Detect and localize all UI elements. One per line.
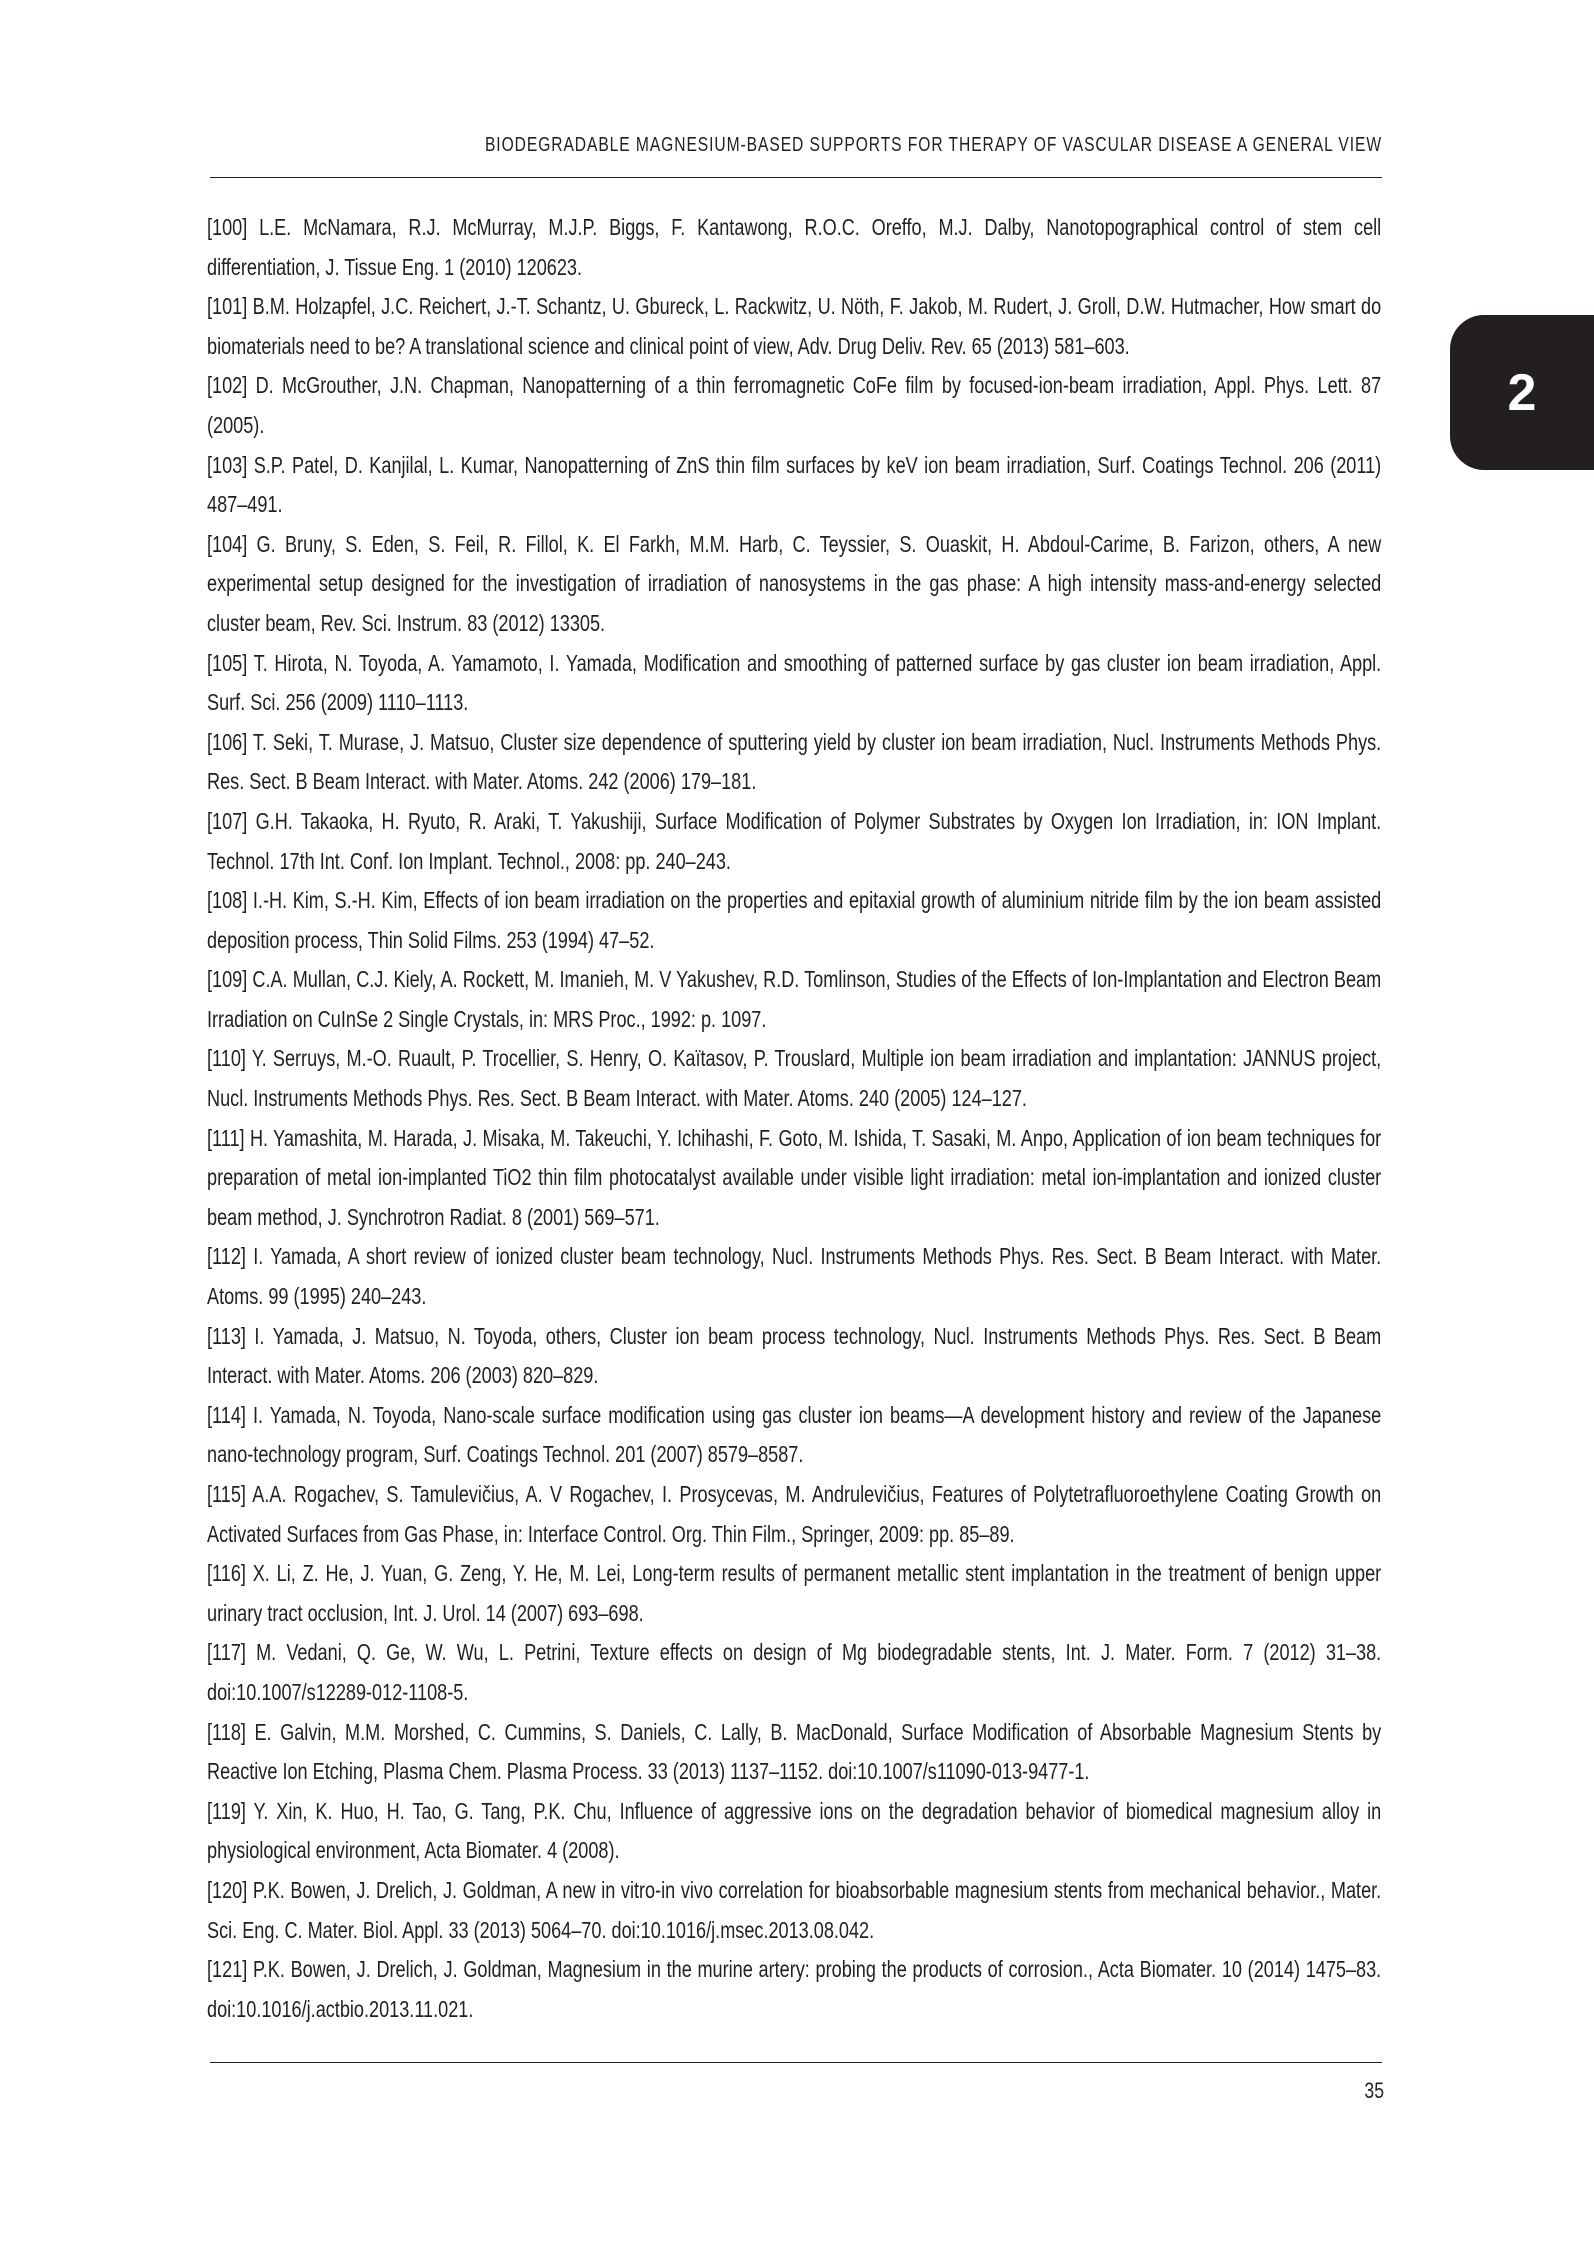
reference-entry: [118] E. Galvin, M.M. Morshed, C. Cummins, S. Daniels, C. Lally, B. MacDonald, Surface Modification of Absorbable Magnesium Stents by Reactive Ion Etching, Plasma Chem. Plasma Process. 33 (2013) 1137–1152. doi:10.1007/s11090-013-9477-1. [207,1718,1382,1785]
reference-entry: [115] A.A. Rogachev, S. Tamulevičius, A. V Rogachev, I. Prosycevas, M. Andrulevičius, Features of Polytetrafluoroethylene Coating Growth on Activated Surfaces from Gas Phase, in: Interface Control. Org. Thin Film., Springer, 2009: pp. 85–89. [207,1481,1382,1547]
reference-entry: [106] T. Seki, T. Murase, J. Matsuo, Cluster size dependence of sputtering yield by cluster ion beam irradiation, Nucl. Instruments Methods Phys. Res. Sect. B Beam Interact. with Mater. Atoms. 242 (2006) 179–181. [207,728,1382,795]
reference-entry: [102] D. McGrouther, J.N. Chapman, Nanopatterning of a thin ferromagnetic CoFe film by focused-ion-beam irradiation, Appl. Phys. Lett. 87 (2005). [207,372,1382,438]
reference-entry: [108] I.-H. Kim, S.-H. Kim, Effects of ion beam irradiation on the properties and epitaxial growth of aluminium nitride film by the ion beam assisted deposition process, Thin Solid Films. 253 (1994) 47–52. [207,887,1382,953]
reference-entry: [109] C.A. Mullan, C.J. Kiely, A. Rockett, M. Imanieh, M. V Yakushev, R.D. Tomlinson, Studies of the Effects of Ion-Implantation and Electron Beam Irradiation on CuInSe 2 Single Crystals, in: MRS Proc., 1992: p. 1097. [207,966,1382,1032]
chapter-tab [1450,315,1594,470]
reference-entry: [107] G.H. Takaoka, H. Ryuto, R. Araki, T. Yakushiji, Surface Modification of Polymer Substrates by Oxygen Ion Irradiation, in: ION Implant. Technol. 17th Int. Conf. Ion Implant. Technol., 2008: pp. 240–243. [207,807,1382,874]
page-number: 35 [1364,2078,1384,2103]
reference-entry: [103] S.P. Patel, D. Kanjilal, L. Kumar, Nanopatterning of ZnS thin film surfaces by keV ion beam irradiation, Surf. Coatings Technol. 206 (2011) 487–491. [207,451,1382,518]
running-header: BIODEGRADABLE MAGNESIUM-BASED SUPPORTS FOR THERAPY OF VASCULAR DISEASE A GENERAL VIEW [484,134,1382,156]
reference-entry: [121] P.K. Bowen, J. Drelich, J. Goldman, Magnesium in the murine artery: probing the products of corrosion., Acta Biomater. 10 (2014) 1475–83. doi:10.1016/j.actbio.2013.11.021. [207,1956,1382,2022]
reference-entry: [114] I. Yamada, N. Toyoda, Nano-scale surface modification using gas cluster ion beams—A development history and review of the Japanese nano-technology program, Surf. Coatings Technol. 201 (2007) 8579–8587. [207,1401,1382,1468]
reference-entry: [100] L.E. McNamara, R.J. McMurray, M.J.P. Biggs, F. Kantawong, R.O.C. Oreffo, M.J. Dalby, Nanotopographical control of stem cell differentiation, J. Tissue Eng. 1 (2010) 120623. [207,214,1382,280]
chapter-number: 2 [1507,363,1537,422]
reference-entry: [116] X. Li, Z. He, J. Yuan, G. Zeng, Y. He, M. Lei, Long-term results of permanent metallic stent implantation in the treatment of benign upper urinary tract occlusion, Int. J. Urol. 14 (2007) 693–698. [207,1560,1382,1626]
reference-entry: [111] H. Yamashita, M. Harada, J. Misaka, M. Takeuchi, Y. Ichihashi, F. Goto, M. Ishida, T. Sasaki, M. Anpo, Application of ion beam techniques for preparation of metal ion-implanted TiO2 thin film photocatalyst available under visible light irradiation: metal ion-implantation and ionized cluster beam method, J. Synchrotron Radiat. 8 (2001) 569–571. [207,1124,1382,1230]
reference-entry: [119] Y. Xin, K. Huo, H. Tao, G. Tang, P.K. Chu, Influence of aggressive ions on the degradation behavior of biomedical magnesium alloy in physiological environment, Acta Biomater. 4 (2008). [207,1797,1382,1864]
reference-entry: [104] G. Bruny, S. Eden, S. Feil, R. Fillol, K. El Farkh, M.M. Harb, C. Teyssier, S. Ouaskit, H. Abdoul-Carime, B. Farizon, others, A new experimental setup designed for the investigation of irradiation of nanosystems in the gas phase: A high intensity mass-and-energy selected cluster beam, Rev. Sci. Instrum. 83 (2012) 13305. [207,530,1382,636]
reference-entry: [120] P.K. Bowen, J. Drelich, J. Goldman, A new in vitro-in vivo correlation for bioabsorbable magnesium stents from mechanical behavior., Mater. Sci. Eng. C. Mater. Biol. Appl. 33 (2013) 5064–70. doi:10.1016/j.msec.2013.08.042. [207,1876,1382,1943]
reference-entry: [113] I. Yamada, J. Matsuo, N. Toyoda, others, Cluster ion beam process technology, Nucl. Instruments Methods Phys. Res. Sect. B Beam Interact. with Mater. Atoms. 206 (2003) 820–829. [207,1322,1382,1389]
header-rule [210,177,1382,178]
reference-entry: [117] M. Vedani, Q. Ge, W. Wu, L. Petrini, Texture effects on design of Mg biodegradable stents, Int. J. Mater. Form. 7 (2012) 31–38. doi:10.1007/s12289-012-1108-5. [207,1639,1382,1705]
reference-list [207,208,1381,2029]
reference-entry: [112] I. Yamada, A short review of ionized cluster beam technology, Nucl. Instruments Methods Phys. Res. Sect. B Beam Interact. with Mater. Atoms. 99 (1995) 240–243. [207,1243,1382,1310]
reference-entry: [101] B.M. Holzapfel, J.C. Reichert, J.-T. Schantz, U. Gbureck, L. Rackwitz, U. Nöth, F. Jakob, M. Rudert, J. Groll, D.W. Hutmacher, How smart do biomaterials need to be? A translational science and clinical point of view, Adv. Drug Deliv. Rev. 65 (2013) 581–603. [207,293,1382,359]
reference-entry: [110] Y. Serruys, M.-O. Ruault, P. Trocellier, S. Henry, O. Kaïtasov, P. Trouslard, Multiple ion beam irradiation and implantation: JANNUS project, Nucl. Instruments Methods Phys. Res. Sect. B Beam Interact. with Mater. Atoms. 240 (2005) 124–127. [207,1045,1382,1112]
footer-rule [210,2062,1382,2063]
reference-entry: [105] T. Hirota, N. Toyoda, A. Yamamoto, I. Yamada, Modification and smoothing of patterned surface by gas cluster ion beam irradiation, Appl. Surf. Sci. 256 (2009) 1110–1113. [207,649,1382,716]
